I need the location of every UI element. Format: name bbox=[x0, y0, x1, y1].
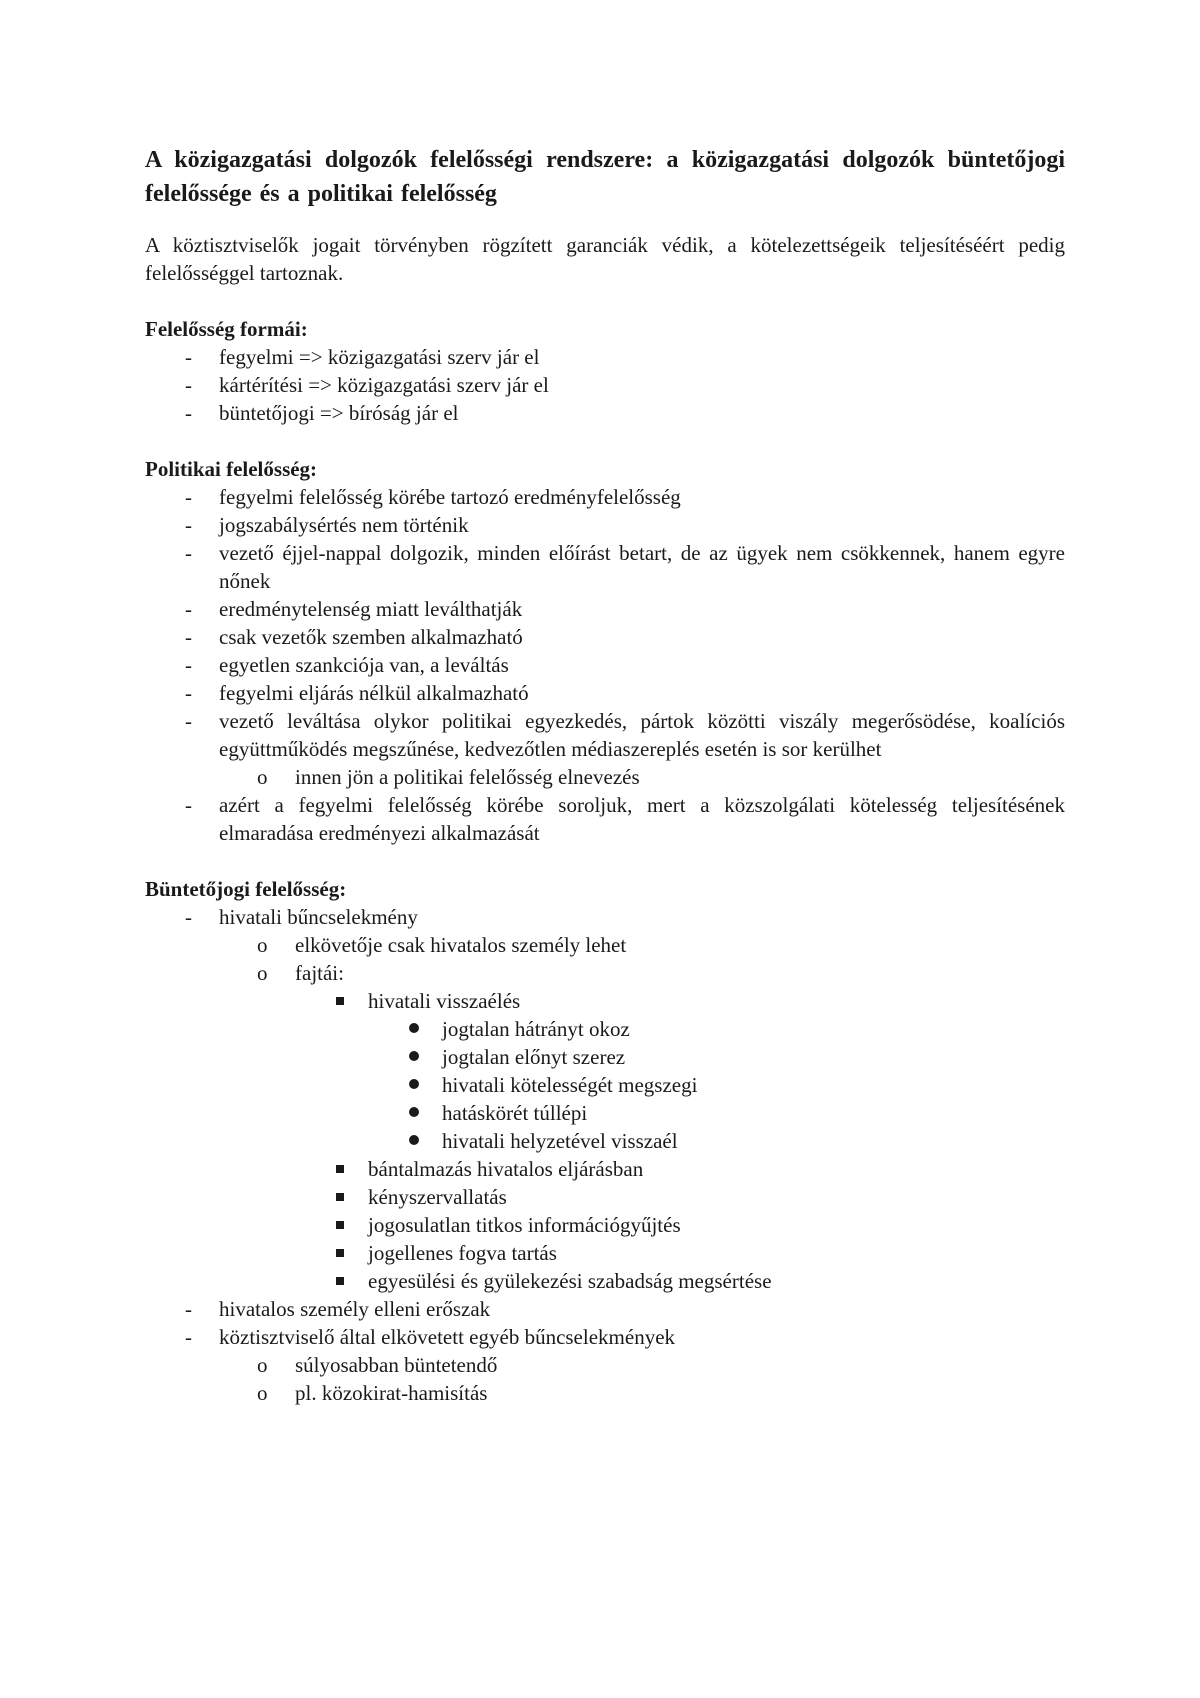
sublist bbox=[257, 763, 1065, 791]
list-item: hivatali kötelességét megszegi bbox=[406, 1071, 1065, 1099]
dash-bullet: - bbox=[185, 597, 192, 621]
list-item: - csak vezetők szemben alkalmazható bbox=[185, 625, 523, 649]
dash-bullet: - bbox=[185, 905, 192, 929]
dash-bullet: - bbox=[185, 625, 192, 649]
list-item: - köztisztviselő által elkövetett egyéb bűncselekmények o súlyosabban büntetendő o pl. közokirat-hamisítás bbox=[145, 1323, 1065, 1407]
dash-bullet: - bbox=[185, 513, 192, 537]
list-item: o pl. közokirat-hamisítás bbox=[257, 1381, 488, 1405]
sublist bbox=[257, 1351, 1065, 1407]
intro-paragraph: A köztisztviselők jogait törvényben rögzített garanciák védik, a kötelezettségeik teljesítéséért pedig felelősséggel tartoznak. bbox=[145, 233, 1065, 285]
square-bullet bbox=[336, 1221, 344, 1229]
list-item: hivatali helyzetével visszaél bbox=[406, 1127, 1065, 1155]
square-bullet bbox=[336, 1277, 344, 1285]
list-item: - büntetőjogi => bíróság jár el bbox=[185, 401, 459, 425]
list-item: hivatali visszaélés jogtalan hátrányt okoz jogtalan előnyt szerez hivatali kötelességét megszegi hatáskörét túllépi hivatali helyzetével visszaél bbox=[332, 987, 1065, 1155]
list-item: - hivatali bűncselekmény o elkövetője csak hivatalos személy lehet o fajtái: hivatali visszaélés jogtalan hátrányt okoz jogtalan előnyt szerez hivatali kötelességét megszegi hatáskörét túllépi hivatali helyzetével visszaél bántalmazás hivatalos eljárásban kényszervallatás jogosulatlan titkos információgyűjtés jogellenes fogva tartás egyesülési és gyülekezési szabadság megsértése bbox=[145, 903, 1065, 1295]
abuse-details-list bbox=[406, 1015, 1065, 1155]
section-heading-forms: Felelősség formái: bbox=[145, 317, 308, 341]
list-item: egyesülési és gyülekezési szabadság megsértése bbox=[332, 1267, 1065, 1295]
list-item: o elkövetője csak hivatalos személy lehet bbox=[257, 933, 627, 957]
list-item: jogtalan előnyt szerez bbox=[406, 1043, 1065, 1071]
list-item: - vezető leváltása olykor politikai egyezkedés, pártok közötti viszály megerősödése, koalíciós együttműködés megszűnése, kedvezőtlen médiaszereplés esetén is sor kerülhet o innen jön a politikai felelősség elnevezés bbox=[185, 709, 1065, 789]
dash-bullet: - bbox=[185, 709, 192, 733]
dash-bullet: - bbox=[185, 653, 192, 677]
list-item: - jogszabálysértés nem történik bbox=[185, 513, 469, 537]
list-item: jogtalan hátrányt okoz bbox=[406, 1015, 1065, 1043]
list-item: jogosulatlan titkos információgyűjtés bbox=[332, 1211, 1065, 1239]
political-list bbox=[145, 483, 1065, 847]
dot-bullet bbox=[409, 1023, 419, 1033]
list-item: - hivatalos személy elleni erőszak bbox=[185, 1297, 491, 1321]
dash-bullet: - bbox=[185, 345, 192, 369]
circle-bullet: o bbox=[257, 1353, 268, 1377]
list-item: - fegyelmi eljárás nélkül alkalmazható bbox=[185, 681, 529, 705]
dash-bullet: - bbox=[185, 485, 192, 509]
section-criminal bbox=[145, 875, 1065, 1407]
dash-bullet: - bbox=[185, 681, 192, 705]
list-item: - eredménytelenség miatt leválthatják bbox=[185, 597, 523, 621]
dash-bullet: - bbox=[185, 373, 192, 397]
list-item: - kártérítési => közigazgatási szerv jár el bbox=[185, 373, 549, 397]
dash-bullet: - bbox=[185, 541, 192, 565]
list-item: - egyetlen szankciója van, a leváltás bbox=[185, 653, 509, 677]
list-item: - vezető éjjel-nappal dolgozik, minden előírást betart, de az ügyek nem csökkennek, hanem egyre nőnek bbox=[185, 541, 1065, 593]
dash-bullet: - bbox=[185, 401, 192, 425]
dot-bullet bbox=[409, 1135, 419, 1145]
list-item: - fegyelmi felelősség körébe tartozó eredményfelelősség bbox=[185, 485, 681, 509]
list-item: - fegyelmi => közigazgatási szerv jár el bbox=[185, 345, 540, 369]
dot-bullet bbox=[409, 1051, 419, 1061]
section-heading-political: Politikai felelősség: bbox=[145, 457, 318, 481]
section-political bbox=[145, 455, 1065, 847]
document-content bbox=[145, 143, 1065, 1407]
circle-bullet: o bbox=[257, 933, 268, 957]
list-item: o innen jön a politikai felelősség elnevezés bbox=[257, 765, 640, 789]
list-item: - azért a fegyelmi felelősség körébe soroljuk, mert a közszolgálati kötelesség teljesítésének elmaradása eredményezi alkalmazását bbox=[185, 793, 1065, 845]
list-item: jogellenes fogva tartás bbox=[332, 1239, 1065, 1267]
square-bullet bbox=[336, 1165, 344, 1173]
types-list bbox=[332, 987, 1065, 1295]
section-heading-criminal: Büntetőjogi felelősség: bbox=[145, 877, 347, 901]
list-item: o fajtái: hivatali visszaélés jogtalan hátrányt okoz jogtalan előnyt szerez hivatali kötelességét megszegi hatáskörét túllépi hivatali helyzetével visszaél bántalmazás hivatalos eljárásban kényszervallatás jogosulatlan titkos információgyűjtés jogellenes fogva tartás egyesülési és gyülekezési szabadság megsértése bbox=[257, 959, 1065, 1295]
section-forms bbox=[145, 315, 1065, 427]
dot-bullet bbox=[409, 1107, 419, 1117]
circle-bullet: o bbox=[257, 1381, 268, 1405]
list-item: bántalmazás hivatalos eljárásban bbox=[332, 1155, 1065, 1183]
circle-bullet: o bbox=[257, 765, 268, 789]
forms-list bbox=[145, 343, 1065, 427]
sublist bbox=[257, 931, 1065, 1295]
square-bullet bbox=[336, 1193, 344, 1201]
list-item: kényszervallatás bbox=[332, 1183, 1065, 1211]
dash-bullet: - bbox=[185, 1297, 192, 1321]
dash-bullet: - bbox=[185, 793, 192, 817]
criminal-list bbox=[145, 903, 1065, 1407]
square-bullet bbox=[336, 1249, 344, 1257]
document-title: A közigazgatási dolgozók felelősségi rendszere: a közigazgatási dolgozók büntetőjogi felelőssége és a politikai felelősség bbox=[145, 147, 1065, 207]
dot-bullet bbox=[409, 1079, 419, 1089]
list-item: hatáskörét túllépi bbox=[406, 1099, 1065, 1127]
list-item: o súlyosabban büntetendő bbox=[257, 1353, 498, 1377]
circle-bullet: o bbox=[257, 961, 268, 985]
square-bullet bbox=[336, 997, 344, 1005]
dash-bullet: - bbox=[185, 1325, 192, 1349]
